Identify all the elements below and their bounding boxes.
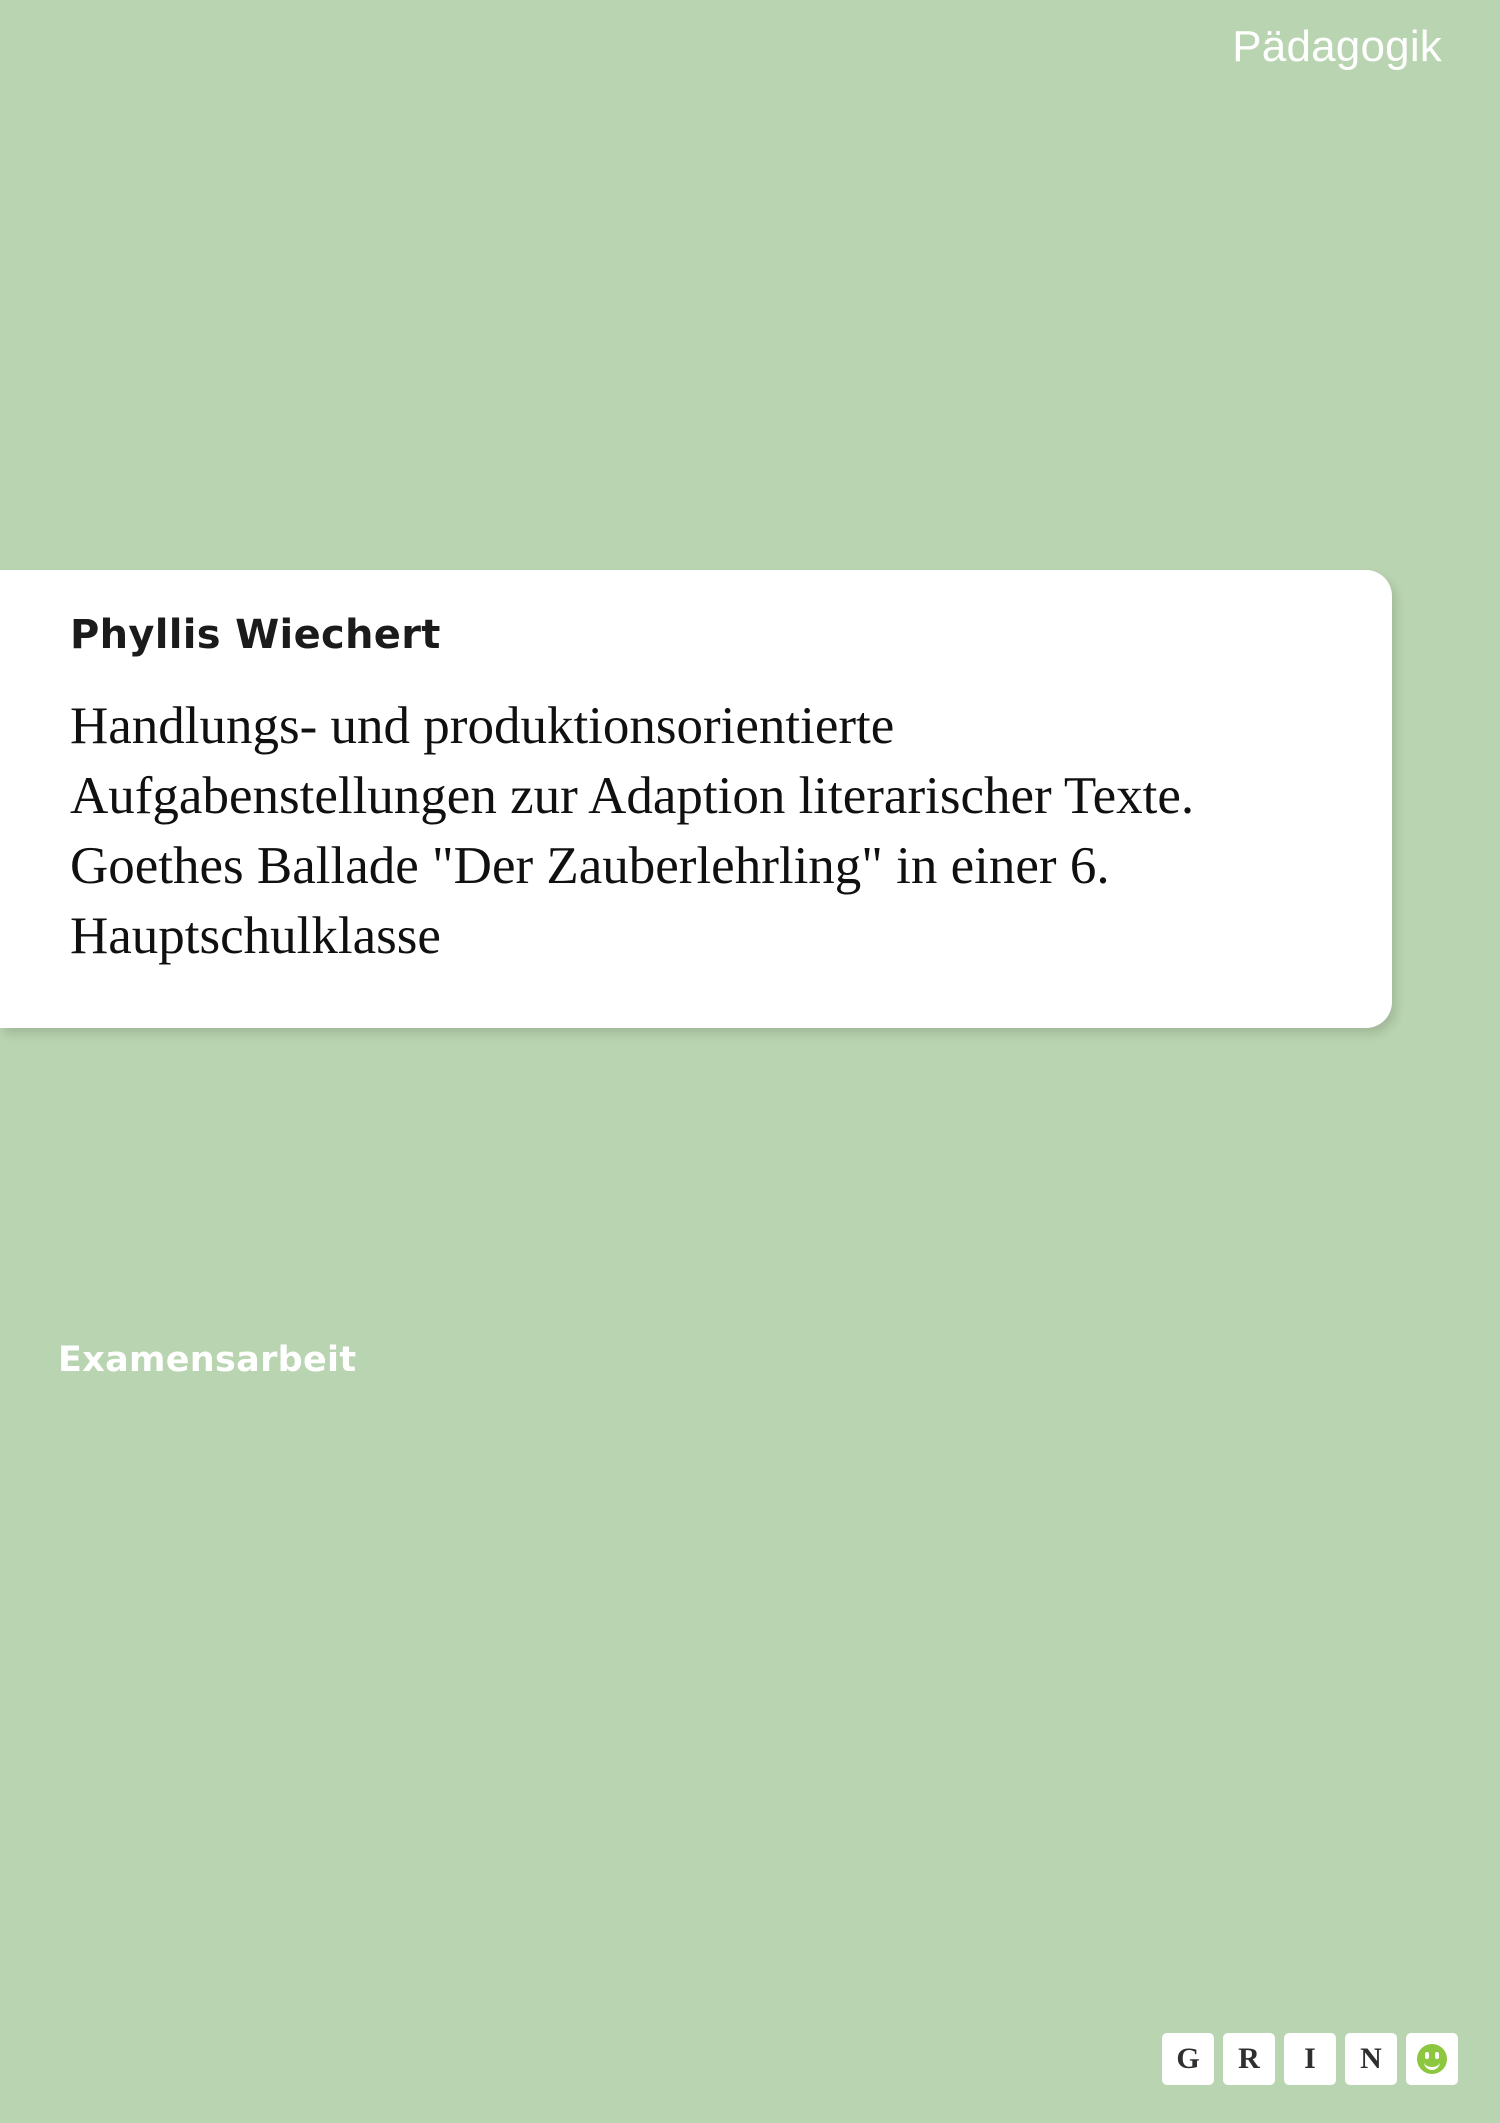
smiley-face-shape xyxy=(1417,2044,1447,2074)
smiley-mouth-shape xyxy=(1424,2059,1440,2070)
author-name: Phyllis Wiechert xyxy=(70,612,441,658)
title-card xyxy=(0,570,1392,1028)
category-label: Pädagogik xyxy=(1232,22,1442,71)
logo-letter-g: G xyxy=(1162,2033,1214,2085)
page-title: Handlungs- und produktionsorientierte Aufgabenstellungen zur Adaption literarischer Texte. Goethes Ballade "Der Zauberlehrling" in einer 6. Hauptschulklasse xyxy=(70,697,1195,965)
logo-letter-n: N xyxy=(1345,2033,1397,2085)
document-type-label: Examensarbeit xyxy=(58,1340,357,1380)
grin-logo xyxy=(1162,2033,1458,2085)
smiley-icon xyxy=(1406,2033,1458,2085)
logo-letter-i: I xyxy=(1284,2033,1336,2085)
logo-letter-r: R xyxy=(1223,2033,1275,2085)
